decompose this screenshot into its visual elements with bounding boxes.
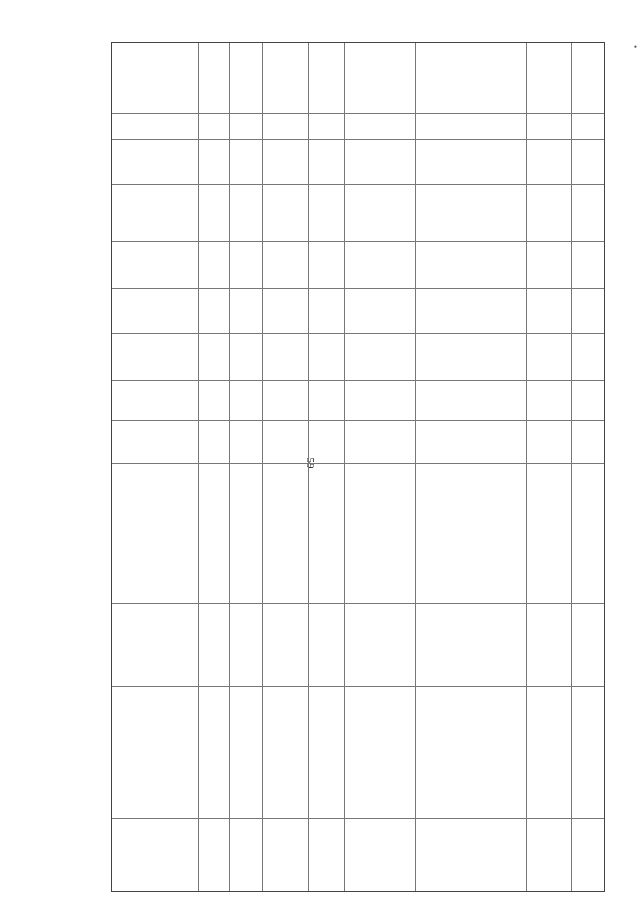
table-column-boundary: [198, 43, 199, 891]
table-row-boundary: [112, 420, 604, 421]
table-row-boundary: [112, 686, 604, 687]
table-row-boundary: [112, 288, 604, 289]
table-row-boundary: [112, 139, 604, 140]
table-column-boundary: [526, 43, 527, 891]
table-header-boundary: [112, 113, 604, 114]
table-row-boundary: [112, 463, 604, 464]
table-column-boundary: [571, 43, 572, 891]
table-column-boundary: [262, 43, 263, 891]
page-number: 59: [304, 457, 316, 469]
table-row-boundary: [112, 241, 604, 242]
table-row-boundary: [112, 380, 604, 381]
table-row-boundary: [112, 818, 604, 819]
table-column-boundary: [415, 43, 416, 891]
table-row-boundary: [112, 333, 604, 334]
table-row-boundary: [112, 184, 604, 185]
table-column-boundary: [308, 43, 309, 891]
table-column-boundary: [344, 43, 345, 891]
rotated-program-table: [111, 42, 605, 892]
table-row-boundary: [112, 603, 604, 604]
table-column-boundary: [229, 43, 230, 891]
edge-mark: •: [633, 42, 637, 52]
